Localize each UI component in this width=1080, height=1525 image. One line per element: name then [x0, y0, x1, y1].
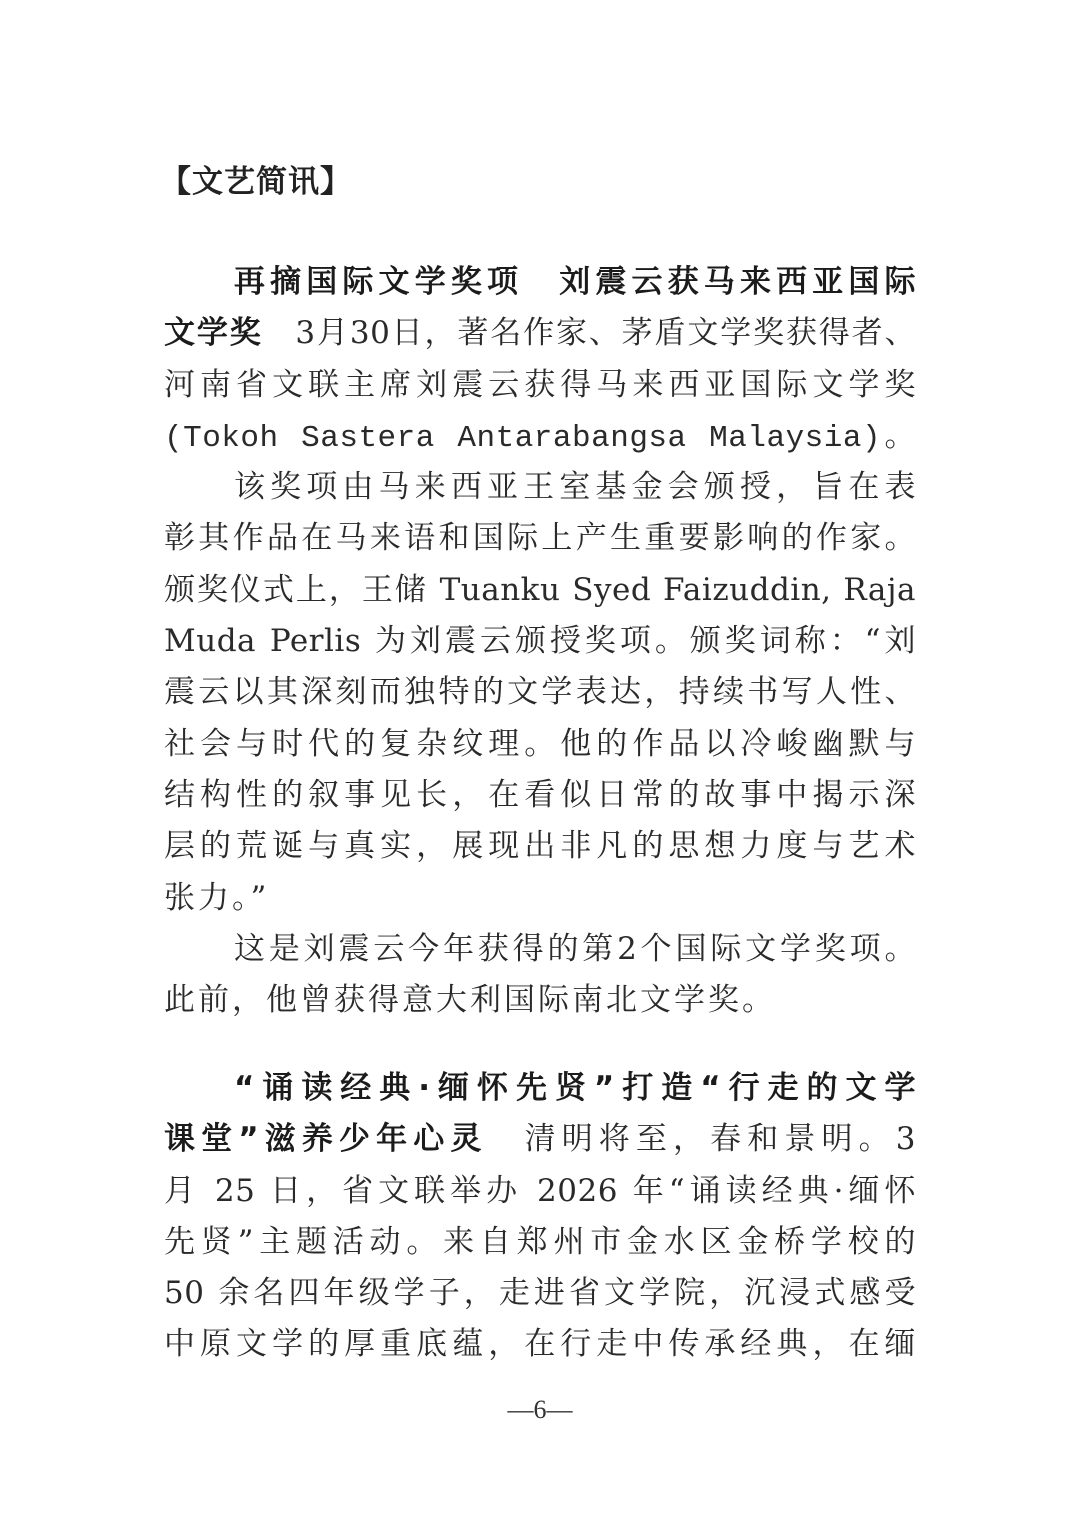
- body-line: 震云以其深刻而独特的文学表达，持续书写人性、: [164, 674, 916, 711]
- section-header: 【文艺简讯】: [160, 164, 352, 200]
- body-line: 河南省文联主席刘震云获得马来西亚国际文学奖: [164, 366, 916, 403]
- body-line: 张力。”: [164, 879, 270, 916]
- paragraph-start: 该奖项由马来西亚王室基金会颁授，旨在表: [234, 469, 916, 506]
- body-line: Muda Perlis 为刘震云颁授奖项。颁奖词称：“刘: [164, 623, 916, 660]
- body-line: 颁奖仪式上，王储 Tuanku Syed Faizuddin, Raja: [164, 571, 916, 608]
- malay-award-name: (Tokoh Sastera Antarabangsa Malaysia)。: [164, 420, 916, 456]
- body-line: 月 25 日，省文联举办 2026 年“诵读经典·缅怀: [164, 1172, 916, 1209]
- body-line: 先贤”主题活动。来自郑州市金水区金桥学校的: [164, 1223, 916, 1260]
- body-line: 中原文学的厚重底蕴，在行走中传承经典，在缅: [164, 1326, 916, 1363]
- page-number: —6—: [507, 1395, 573, 1424]
- body-line: 彰其作品在马来语和国际上产生重要影响的作家。: [164, 520, 916, 557]
- headline-text: 课堂”滋养少年心灵: [164, 1121, 488, 1158]
- body-text: 3月30日，著名作家、茅盾文学奖获得者、: [262, 315, 917, 352]
- headline-line-2: [164, 308, 916, 359]
- headline-text: 再摘国际文学奖项 刘震云获马来西亚国际: [234, 264, 916, 300]
- paragraph-start: 这是刘震云今年获得的第2个国际文学奖项。: [234, 930, 916, 967]
- body-line: 社会与时代的复杂纹理。他的作品以冷峻幽默与: [164, 725, 916, 762]
- article-reading-classics-event: [164, 1063, 916, 1371]
- body-line: [164, 411, 916, 462]
- headline-text: “诵读经典·缅怀先贤”打造“行走的文学: [234, 1070, 916, 1106]
- headline-line-2: [164, 1114, 916, 1165]
- body-line: 50 余名四年级学子，走进省文学院，沉浸式感受: [164, 1275, 916, 1312]
- body-text: 清明将至，春和景明。3: [487, 1121, 916, 1158]
- headline-text: 文学奖: [164, 315, 263, 352]
- headline-line-1: [164, 1063, 916, 1114]
- body-line: 此前，他曾获得意大利国际南北文学奖。: [164, 982, 776, 1019]
- headline-line-1: [164, 257, 916, 308]
- article-liu-zhenyun-award: [164, 257, 916, 1026]
- body-line: 结构性的叙事见长，在看似日常的故事中揭示深: [164, 776, 916, 813]
- body-line: 层的荒诞与真实，展现出非凡的思想力度与艺术: [164, 828, 916, 865]
